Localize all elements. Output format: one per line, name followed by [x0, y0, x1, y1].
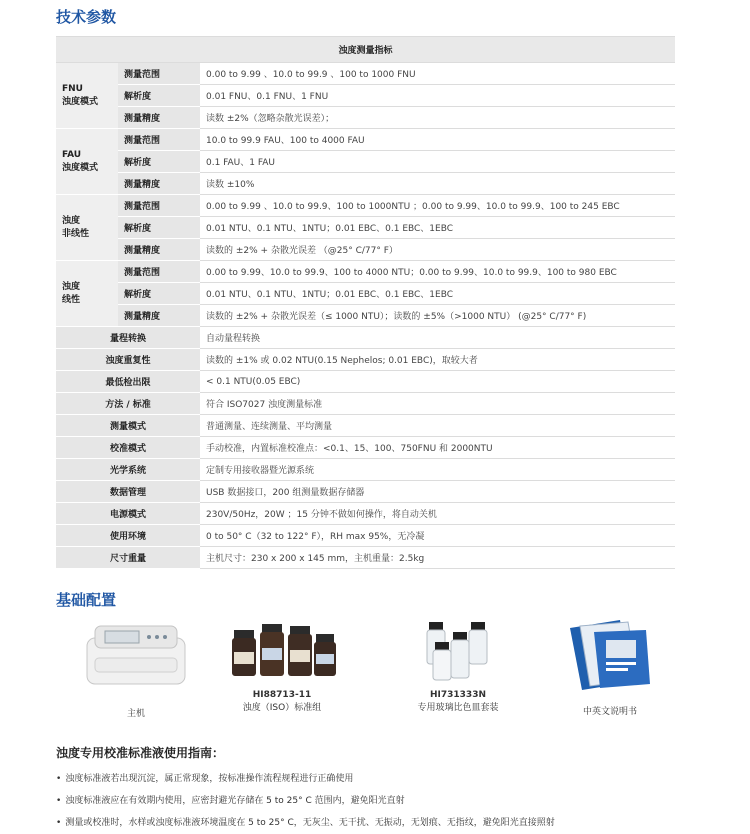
spec-sub-label: 测量精度: [118, 107, 200, 129]
spec-table: [56, 36, 675, 569]
spec-value: 读数 ±10%: [200, 173, 675, 195]
spec-group-label-line: 非线性: [62, 228, 90, 239]
product-caption: 主机: [126, 709, 145, 719]
spec-sub-label: 测量精度: [118, 305, 200, 327]
spec-value: 定制专用接收器暨光源系统: [200, 459, 675, 481]
spec-label: 方法 / 标准: [56, 393, 200, 415]
spec-label: 数据管理: [56, 481, 200, 503]
spec-sub-label: 测量精度: [118, 173, 200, 195]
spec-section-title: 技术参数: [56, 8, 117, 26]
spec-row: [56, 173, 675, 195]
product-code: HI731333N: [430, 690, 486, 700]
spec-value: 读数的 ±2% + 杂散光误差 （@25° C/77° F）: [200, 239, 675, 261]
spec-sub-label: 解析度: [118, 283, 200, 305]
spec-row: [56, 503, 675, 525]
guide-item: • 浊度标准液若出现沉淀，属正常现象，按标准操作流程规程进行正确使用: [56, 768, 555, 790]
manual-image: [560, 618, 660, 694]
spec-row: [56, 393, 675, 415]
spec-label: 量程转换: [56, 327, 200, 349]
spec-sub-label: 测量范围: [118, 195, 200, 217]
product-caption: 中英文说明书: [582, 707, 637, 717]
spec-value: 0.00 to 9.99、10.0 to 99.9、100 to 4000 NTU；0.00 to 9.99、10.0 to 99.9、100 to 980 EBC: [200, 261, 675, 283]
spec-row: [56, 283, 675, 305]
spec-value: 普通测量、连续测量、平均测量: [200, 415, 675, 437]
spec-group-label: [56, 261, 118, 327]
spec-value: < 0.1 NTU(0.05 EBC): [200, 371, 675, 393]
spec-row: [56, 371, 675, 393]
product-manual: [546, 618, 674, 717]
spec-value: 主机尺寸：230 x 200 x 145 mm，主机重量：2.5kg: [200, 547, 675, 569]
spec-value: 10.0 to 99.9 FAU、100 to 4000 FAU: [200, 129, 675, 151]
spec-sub-label: 测量范围: [118, 63, 200, 85]
spec-row: [56, 151, 675, 173]
product-standard-kit: [218, 618, 346, 713]
spec-value: 0.00 to 9.99 、10.0 to 99.9 、100 to 1000 FNU: [200, 63, 675, 85]
spec-value: 读数 ±2%（忽略杂散光误差）；: [200, 107, 675, 129]
spec-row: [56, 327, 675, 349]
spec-value: USB 数据接口，200 组测量数据存储器: [200, 481, 675, 503]
meter-image: [81, 618, 191, 690]
products-row: [56, 618, 696, 718]
spec-row: [56, 415, 675, 437]
spec-value: 0.01 NTU、0.1 NTU、1NTU；0.01 EBC、0.1 EBC、1EBC: [200, 283, 675, 305]
spec-row: [56, 107, 675, 129]
spec-row: [56, 217, 675, 239]
spec-sub-label: 解析度: [118, 151, 200, 173]
spec-value: 读数的 ±2% + 杂散光误差（≤ 1000 NTU）；读数的 ±5%（>1000 NTU） (@25° C/77° F): [200, 305, 675, 327]
spec-group-label-line: 浊度: [62, 281, 81, 292]
guide-list: [56, 768, 555, 834]
spec-group-label-line: FNU: [62, 83, 83, 94]
spec-row: [56, 547, 675, 569]
spec-row: [56, 85, 675, 107]
spec-label: 光学系统: [56, 459, 200, 481]
spec-row: [56, 349, 675, 371]
spec-value: 读数的 ±1% 或 0.02 NTU(0.15 Nephelos; 0.01 EBC)，取较大者: [200, 349, 675, 371]
spec-value: 0.00 to 9.99 、10.0 to 99.9、100 to 1000NTU ；0.00 to 9.99、10.0 to 99.9、100 to 245 EBC: [200, 195, 675, 217]
spec-row: [56, 459, 675, 481]
spec-row: [56, 195, 675, 217]
spec-label: 测量模式: [56, 415, 200, 437]
spec-row: [56, 261, 675, 283]
spec-table-header-row: [56, 37, 675, 63]
spec-group-label: [56, 129, 118, 195]
spec-row: [56, 481, 675, 503]
spec-group-label-line: 线性: [62, 294, 81, 305]
spec-group-label: [56, 195, 118, 261]
spec-value: 0.01 FNU、0.1 FNU、1 FNU: [200, 85, 675, 107]
spec-value: 符合 ISO7027 浊度测量标准: [200, 393, 675, 415]
spec-value: 手动校准，内置标准校准点：<0.1、15、100、750FNU 和 2000NTU: [200, 437, 675, 459]
spec-sub-label: 解析度: [118, 217, 200, 239]
bottles-image: [222, 618, 342, 684]
product-cuvette-set: [394, 618, 522, 713]
product-caption: 浊度（ISO）标准组: [242, 703, 322, 713]
guide-title: 浊度专用校准标准液使用指南：: [56, 746, 225, 760]
spec-sub-label: 解析度: [118, 85, 200, 107]
spec-group-label-line: FAU: [62, 149, 82, 160]
spec-label: 尺寸重量: [56, 547, 200, 569]
spec-row: [56, 239, 675, 261]
spec-group-label-line: 浊度模式: [62, 96, 99, 107]
guide-item: • 测量或校准时，水样或浊度标准液环境温度在 5 to 25° C，无灰尘、无干扰、无振动，无划痕、无指纹，避免阳光直接照射: [56, 812, 555, 834]
spec-value: 230V/50Hz，20W ；15 分钟不做如何操作，将自动关机: [200, 503, 675, 525]
spec-group-label: [56, 63, 118, 129]
spec-group-label-line: 浊度模式: [62, 162, 99, 173]
spec-label: 最低检出限: [56, 371, 200, 393]
guide-item: • 浊度标准液应在有效期内使用，应密封避光存储在 5 to 25° C 范围内，避免阳光直射: [56, 790, 555, 812]
spec-value: 0.1 FAU、1 FAU: [200, 151, 675, 173]
product-code: HI88713-11: [252, 690, 312, 700]
spec-value: 0.01 NTU、0.1 NTU、1NTU；0.01 EBC、0.1 EBC、1EBC: [200, 217, 675, 239]
spec-label: 浊度重复性: [56, 349, 200, 371]
spec-sub-label: 测量精度: [118, 239, 200, 261]
spec-label: 使用环境: [56, 525, 200, 547]
spec-row: [56, 525, 675, 547]
cuvettes-image: [413, 618, 503, 684]
spec-row: [56, 305, 675, 327]
config-section-title: 基础配置: [56, 591, 117, 609]
product-caption: 专用玻璃比色皿套装: [417, 703, 499, 713]
spec-label: 校准模式: [56, 437, 200, 459]
spec-sub-label: 测量范围: [118, 261, 200, 283]
spec-label: 电源模式: [56, 503, 200, 525]
spec-value: 自动量程转换: [200, 327, 675, 349]
spec-row: [56, 63, 675, 85]
spec-row: [56, 437, 675, 459]
product-main-unit: [76, 618, 196, 719]
spec-row: [56, 129, 675, 151]
spec-group-label-line: 浊度: [62, 215, 81, 226]
spec-sub-label: 测量范围: [118, 129, 200, 151]
spec-value: 0 to 50° C（32 to 122° F），RH max 95%，无冷凝: [200, 525, 675, 547]
spec-table-header: 浊度测量指标: [56, 37, 675, 63]
